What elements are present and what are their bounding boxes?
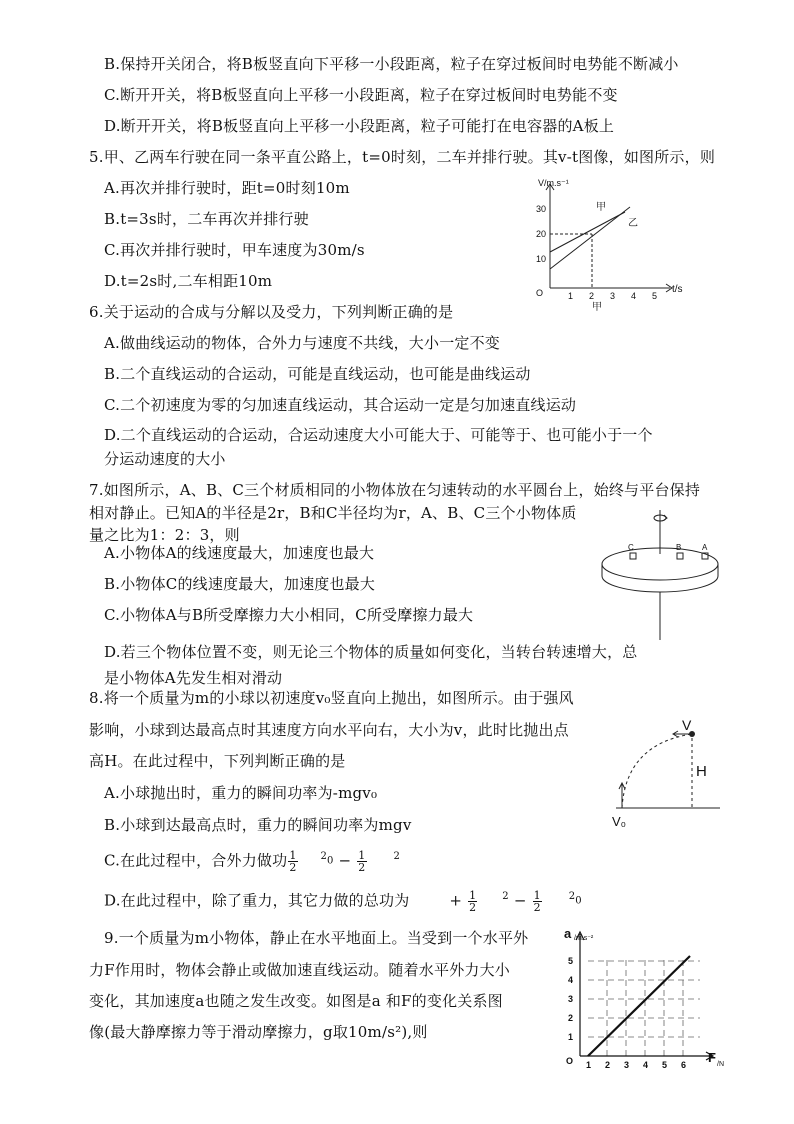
q8-c-sup-2: 2 (393, 851, 400, 862)
q9-xtick-1: 1 (586, 1060, 592, 1070)
q7-option-d-line2: 是小物体A先发生相对滑动 (104, 669, 283, 687)
q5-xtick-1: 1 (568, 291, 574, 301)
q8-label-v: V (682, 717, 692, 733)
q5-xtick-3: 3 (610, 291, 616, 301)
q8-option-d (104, 890, 582, 913)
q9-origin: O (566, 1056, 574, 1066)
q5-option-d: D.t=2s时,二车相距10m (104, 272, 273, 290)
q9-line2: 力F作用时，物体会静止或做加速直线运动。随着水平外力大小 (89, 961, 511, 979)
q5-ytick-20: 20 (536, 229, 547, 239)
q8-stem-line3: 高H。在此过程中，下列判断正确的是 (89, 752, 346, 770)
q8-c-fraction-1: $\frac{1}{2}$ (289, 849, 297, 874)
q5-label-yi: 乙 (628, 218, 638, 229)
q8-d-minus: − (513, 891, 527, 910)
q8-c-fraction-2: $\frac{1}{2}$ (358, 849, 366, 874)
q9-xtick-3: 3 (624, 1060, 630, 1070)
q5-caption: 甲 (592, 302, 602, 312)
q5-stem: 5.甲、乙两车行驶在同一条平直公路上，t=0时刻，二车并排行驶。其v-t图像，如图所示，则 (89, 148, 716, 166)
q8-label-h: H (696, 763, 707, 780)
q9-xtick-5: 5 (662, 1060, 668, 1070)
q7-label-c: C (628, 543, 634, 552)
q8-c-minus: − (338, 851, 352, 870)
q5-option-b: B.t=3s时，二车再次并排行驶 (104, 210, 309, 228)
q8-c-sup-1: 2 (320, 851, 328, 862)
q5-ytick-30: 30 (536, 204, 547, 214)
q5-label-jia: 甲 (596, 202, 606, 213)
q7-stem-line3: 量之比为1：2：3，则 (89, 526, 240, 544)
q7-option-c: C.小物体A与B所受摩擦力大小相同，C所受摩擦力最大 (104, 606, 474, 624)
q9-ytick-1: 1 (568, 1032, 574, 1042)
q7-turntable-figure (598, 506, 728, 646)
q5-xtick-5: 5 (652, 291, 658, 301)
q7-stem-line1: 7.如图所示，A、B、C三个材质相同的小物体放在匀速转动的水平圆台上，始终与平台保持 (89, 481, 701, 499)
q8-stem-line2: 影响，小球到达最高点时其速度方向水平向右，大小为v，此时比抛出点 (89, 721, 569, 739)
q7-stem-line2: 相对静止。已知A的半径是2r，B和C半径均为r，A、B、C三个小物体质 (89, 504, 577, 522)
q9-ytick-5: 5 (568, 956, 574, 966)
q4-option-d: D.断开开关，将B板竖直向上平移一小段距离，粒子可能打在电容器的A板上 (104, 117, 615, 135)
q5-ytick-10: 10 (536, 254, 547, 264)
q8-d-plus: + (449, 891, 463, 910)
q8-d-fraction-2: $\frac{1}{2}$ (533, 889, 541, 914)
q9-line4: 像(最大静摩擦力等于滑动摩擦力，g取10m/s²),则 (89, 1023, 428, 1041)
q8-option-d-prefix: D.在此过程中，除了重力，其它力做的总功为 (104, 891, 410, 910)
q9-yunit: /m.s⁻² (574, 935, 594, 942)
q6-option-a: A.做曲线运动的物体，合外力与速度不共线，大小一定不变 (104, 334, 501, 352)
q9-xtick-2: 2 (605, 1060, 611, 1070)
q5-xlabel: t/s (672, 284, 683, 295)
q9-xunit: /N (717, 1061, 724, 1068)
q9-ytick-3: 3 (568, 994, 574, 1004)
q9-ylabel: a (564, 926, 572, 941)
q8-d-sup-1: 2 (502, 891, 509, 902)
q8-d-sup-2: 2 (568, 891, 576, 902)
q5-option-a: A.再次并排行驶时，距t=0时刻10m (104, 179, 350, 197)
q7-label-b: B (676, 543, 682, 552)
q6-stem: 6.关于运动的合成与分解以及受力，下列判断正确的是 (89, 303, 454, 321)
q5-xtick-2: 2 (589, 291, 595, 301)
q9-xtick-6: 6 (681, 1060, 687, 1070)
q9-ytick-4: 4 (568, 975, 574, 985)
q6-option-b: B.二个直线运动的合运动，可能是直线运动，也可能是曲线运动 (104, 365, 531, 383)
q8-option-b: B.小球到达最高点时，重力的瞬间功率为mgv (104, 816, 412, 834)
q9-line1: 9.一个质量为m小物体，静止在水平地面上。当受到一个水平外 (104, 929, 529, 947)
q5-ylabel: V/m.s⁻¹ (538, 178, 569, 188)
q5-vt-graph (530, 172, 690, 312)
q8-c-sub-0: 0 (327, 855, 334, 867)
q4-option-c: C.断开开关，将B板竖直向上平移一小段距离，粒子在穿过板间时电势能不变 (104, 86, 618, 104)
q8-option-c-prefix: C.在此过程中，合外力做功 (104, 851, 288, 870)
q7-option-d-line1: D.若三个物体位置不变，则无论三个物体的质量如何变化，当转台转速增大，总 (104, 643, 638, 661)
q8-stem-line1: 8.将一个质量为m的小球以初速度v₀竖直向上抛出，如图所示。由于强风 (89, 689, 574, 707)
q7-label-a: A (702, 543, 708, 552)
q8-d-fraction-1: $\frac{1}{2}$ (469, 889, 477, 914)
q7-option-b: B.小物体C的线速度最大，加速度也最大 (104, 575, 376, 593)
q7-option-a: A.小物体A的线速度最大，加速度也最大 (104, 544, 375, 562)
q4-option-b: B.保持开关闭合，将B板竖直向下平移一小段距离，粒子在穿过板间时电势能不断减小 (104, 55, 679, 73)
q8-option-a: A.小球抛出时，重力的瞬间功率为-mgv₀ (104, 784, 378, 802)
q6-option-d-line1: D.二个直线运动的合运动，合运动速度大小可能大于、可能等于、也可能小于一个 (104, 426, 653, 444)
q9-xlabel: F (708, 1050, 716, 1065)
q8-trajectory-figure (604, 716, 729, 831)
q9-ytick-2: 2 (568, 1013, 574, 1023)
q9-line3: 变化，其加速度a也随之发生改变。如图是a 和F的变化关系图 (89, 992, 503, 1010)
q8-label-v0: V₀ (612, 814, 627, 829)
q9-aF-graph (560, 922, 736, 1072)
q8-option-c (104, 850, 400, 873)
q6-option-d-line2: 分运动速度的大小 (104, 450, 226, 468)
q5-xtick-4: 4 (631, 291, 637, 301)
q8-d-sub-0: 0 (575, 895, 582, 907)
q6-option-c: C.二个初速度为零的匀加速直线运动，其合运动一定是匀加速直线运动 (104, 396, 577, 414)
q9-xtick-4: 4 (643, 1060, 649, 1070)
q5-option-c: C.再次并排行驶时，甲车速度为30m/s (104, 241, 365, 259)
q5-origin: O (536, 288, 544, 298)
